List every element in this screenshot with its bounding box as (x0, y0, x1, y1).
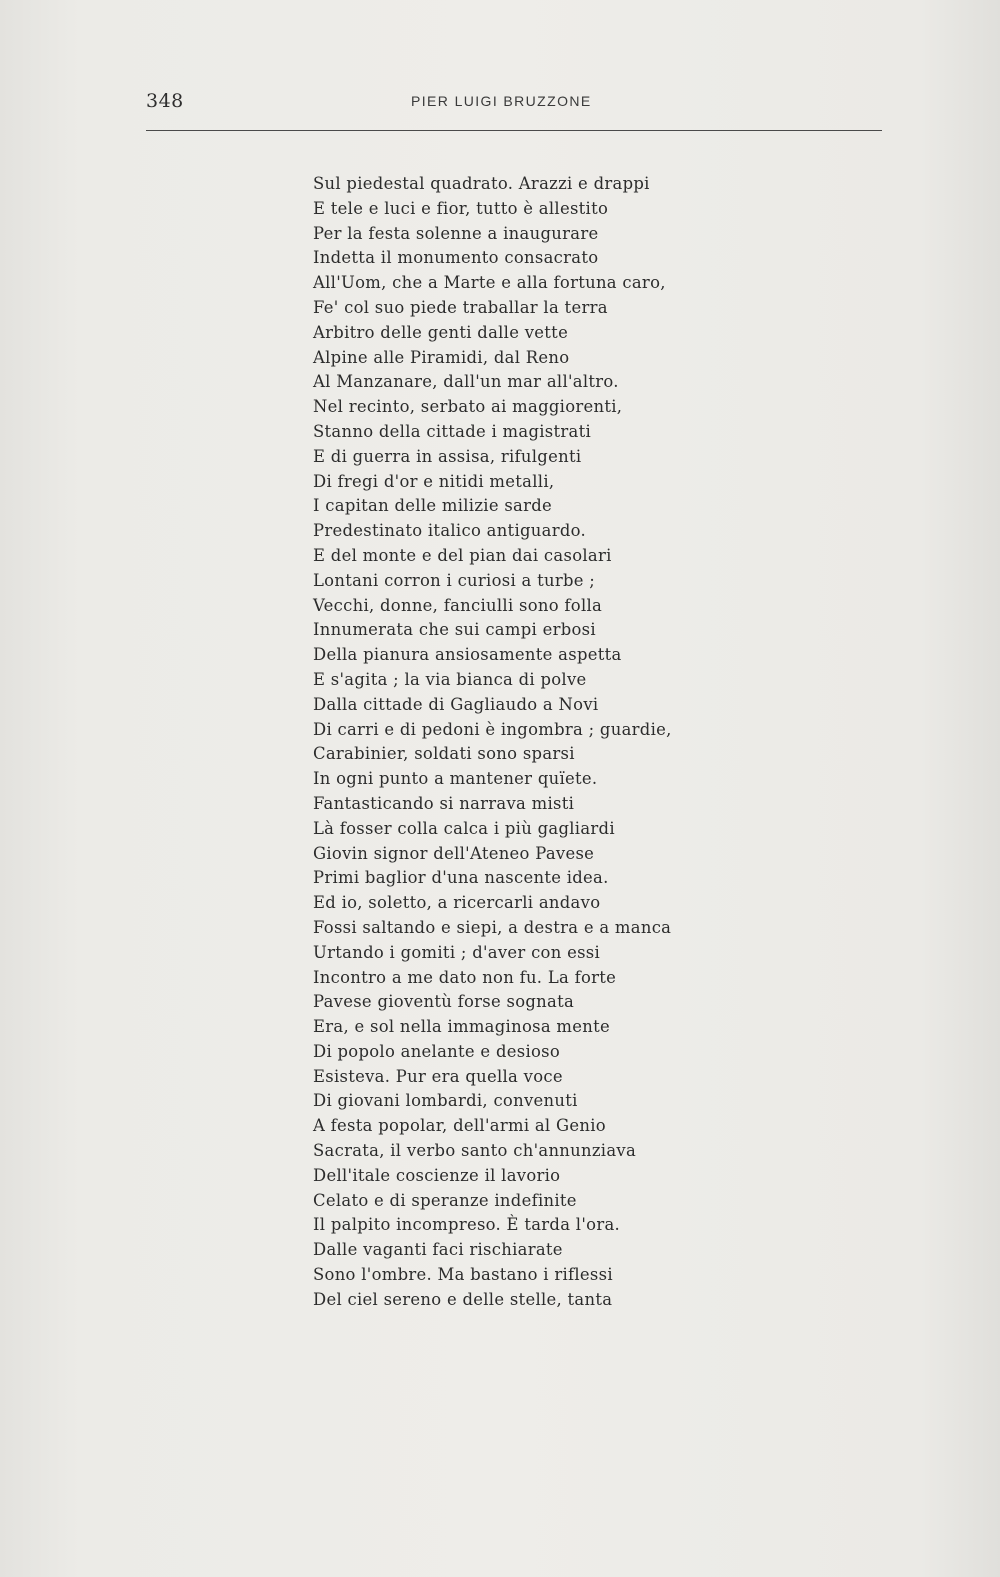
verse-line: Incontro a me dato non fu. La forte (313, 967, 617, 987)
verse-line: Carabinier, soldati sono sparsi (313, 744, 575, 764)
verse-line: All'Uom, che a Marte e alla fortuna caro, (313, 273, 666, 293)
running-head (146, 90, 882, 114)
verse-line: Sono l'ombre. Ma bastano i riflessi (313, 1265, 613, 1285)
verse-line: Pavese gioventù forse sognata (313, 992, 575, 1012)
verse-line: Dell'itale coscienze il lavorio (313, 1165, 561, 1185)
running-head-author: PIER LUIGI BRUZZONE (411, 93, 592, 109)
verse-line: Fe' col suo piede traballar la terra (313, 297, 608, 317)
verse-line: Vecchi, donne, fanciulli sono folla (313, 595, 603, 615)
verse-line: Fossi saltando e siepi, a destra e a manca (313, 917, 672, 937)
verse-line: Di carri e di pedoni è ingombra ; guardie, (313, 719, 672, 739)
verse-line: Innumerata che sui campi erbosi (313, 620, 596, 640)
verse-line: Era, e sol nella immaginosa mente (313, 1017, 610, 1037)
page-number: 348 (146, 90, 184, 112)
verse-line: Sacrata, il verbo santo ch'annunziava (313, 1141, 637, 1161)
verse-line: Dalle vaganti faci rischiarate (313, 1240, 563, 1260)
verse-line: In ogni punto a mantener quïete. (313, 769, 598, 789)
verse-line: Giovin signor dell'Ateneo Pavese (313, 843, 595, 863)
poem-text (313, 172, 953, 1313)
header-rule (146, 130, 882, 131)
verse-line: Predestinato italico antiguardo. (313, 521, 587, 541)
verse-line: Ed io, soletto, a ricercarli andavo (313, 893, 601, 913)
verse-line: Del ciel sereno e delle stelle, tanta (313, 1289, 613, 1309)
verse-line: Fantasticando si narrava misti (313, 793, 575, 813)
verse-line: Della pianura ansiosamente aspetta (313, 645, 622, 665)
verse-line: Di popolo anelante e desioso (313, 1041, 561, 1061)
verse-line: Urtando i gomiti ; d'aver con essi (313, 942, 601, 962)
verse-line: E tele e luci e fior, tutto è allestito (313, 198, 609, 218)
verse-line: Dalla cittade di Gagliaudo a Novi (313, 694, 599, 714)
verse-line: E di guerra in assisa, rifulgenti (313, 446, 582, 466)
verse-line: Per la festa solenne a inaugurare (313, 223, 599, 243)
verse-line: E s'agita ; la via bianca di polve (313, 669, 587, 689)
verse-line: I capitan delle milizie sarde (313, 496, 553, 516)
verse-line: Al Manzanare, dall'un mar all'altro. (313, 372, 619, 392)
verse-line: Sul piedestal quadrato. Arazzi e drappi (313, 174, 650, 193)
verse-line: Nel recinto, serbato ai maggiorenti, (313, 397, 623, 417)
verse-line: Alpine alle Piramidi, dal Reno (313, 347, 570, 367)
verse-line: Indetta il monumento consacrato (313, 248, 599, 268)
verse-line: Di fregi d'or e nitidi metalli, (313, 471, 555, 491)
verse-line: Il palpito incompreso. È tarda l'ora. (313, 1215, 621, 1235)
verse-line: E del monte e del pian dai casolari (313, 545, 612, 565)
verse-line: Primi baglior d'una nascente idea. (313, 868, 609, 888)
verse-line: Stanno della cittade i magistrati (313, 421, 592, 441)
verse-line: Di giovani lombardi, convenuti (313, 1091, 578, 1111)
verse-line: Lontani corron i curiosi a turbe ; (313, 570, 596, 590)
verse-line: Esisteva. Pur era quella voce (313, 1066, 563, 1086)
verse-line: Arbitro delle genti dalle vette (313, 322, 569, 342)
verse-line: A festa popolar, dell'armi al Genio (313, 1116, 606, 1136)
verse-line: Là fosser colla calca i più gagliardi (313, 818, 615, 838)
verse-line: Celato e di speranze indefinite (313, 1190, 577, 1210)
